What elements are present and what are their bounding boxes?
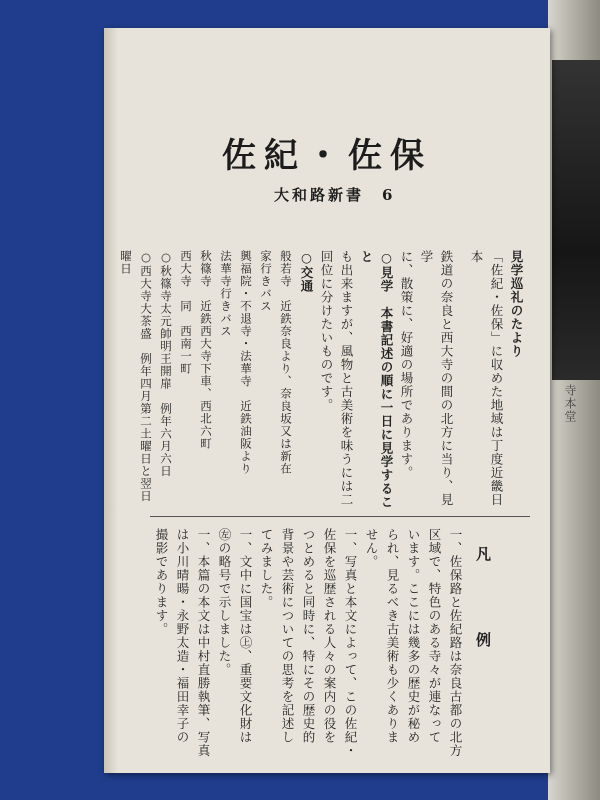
guide-section (116, 250, 526, 512)
guide-line: 興福院・不退寺・法華寺 近鉄油阪より (239, 250, 253, 475)
notes-line: ㊧の略号で示しました。 (217, 528, 232, 677)
guide-heading: 見学巡礼のたより (509, 250, 524, 358)
guide-line: 曜日 (119, 250, 133, 275)
guide-line: に、散策に、好適の場所であります。 (399, 250, 414, 480)
book-series: 大和路新書 6 (274, 186, 396, 204)
notes-line: 一、本篇の本文は中村直勝執筆、写真 (196, 528, 211, 758)
guide-line: 回位に分けたいものです。 (319, 250, 334, 412)
notes-section (151, 528, 466, 778)
guide-line: 法華寺行きバス (219, 250, 233, 338)
notes-line: 一、文中に国宝は㊤、重要文化財は (238, 528, 253, 744)
notes-heading: 凡 例 (474, 546, 492, 675)
notes-line: 佐保を巡歴される人々の案内の役を (322, 528, 337, 744)
notes-line: 一、佐保路と佐紀路は奈良古都の北方 (448, 528, 463, 758)
guide-line: ○秋篠寺太元帥明王開扉 例年六月六日 (159, 250, 173, 478)
notes-line: 区域で、特色のある寺々が連なって (427, 528, 442, 744)
guide-line: ○西大寺大茶盛 例年四月第二土曜日と翌日 (139, 250, 153, 503)
guide-line: 秋篠寺 近鉄西大寺下車、西北六町 (199, 250, 213, 450)
book-page (104, 28, 550, 773)
guide-line: 西大寺 同 西南一町 (179, 250, 193, 375)
guide-line: ○交通 (299, 250, 314, 293)
notes-line: られ、見るべき古美術も少くありま (385, 528, 400, 744)
temple-photo (552, 60, 600, 380)
section-divider (150, 516, 530, 517)
guide-line: 「佐紀・佐保」に収めた地域は丁度近畿日本 (469, 250, 504, 507)
notes-line: 撮影であります。 (154, 528, 169, 636)
notes-line: は小川晴暘・永野太造・福田幸子の (175, 528, 190, 744)
guide-line: 般若寺 近鉄奈良より、奈良坂又は新在 (279, 250, 293, 475)
guide-line: 鉄道の奈良と西大寺の間の北方に当り、見学 (419, 250, 454, 507)
photo-caption: 寺本堂 (563, 384, 577, 423)
notes-line: 一、写真と本文によって、この佐紀・ (343, 528, 358, 758)
notes-line: つとめると同時に、特にその歴史的 (301, 528, 316, 744)
book-title: 佐紀・佐保 (222, 136, 432, 176)
notes-line: せん。 (364, 528, 379, 569)
notes-line: います。ここには幾多の歴史が秘め (406, 528, 421, 744)
guide-line: ○見学 本書記述の順に一日に見学すること (359, 250, 394, 509)
notes-line: 背景や芸術についての思考を記述し (280, 528, 295, 744)
guide-line: も出来ますが、風物と古美術を味うには二 (339, 250, 354, 507)
guide-line: 家行きバス (259, 250, 273, 313)
notes-line: てみました。 (259, 528, 274, 609)
